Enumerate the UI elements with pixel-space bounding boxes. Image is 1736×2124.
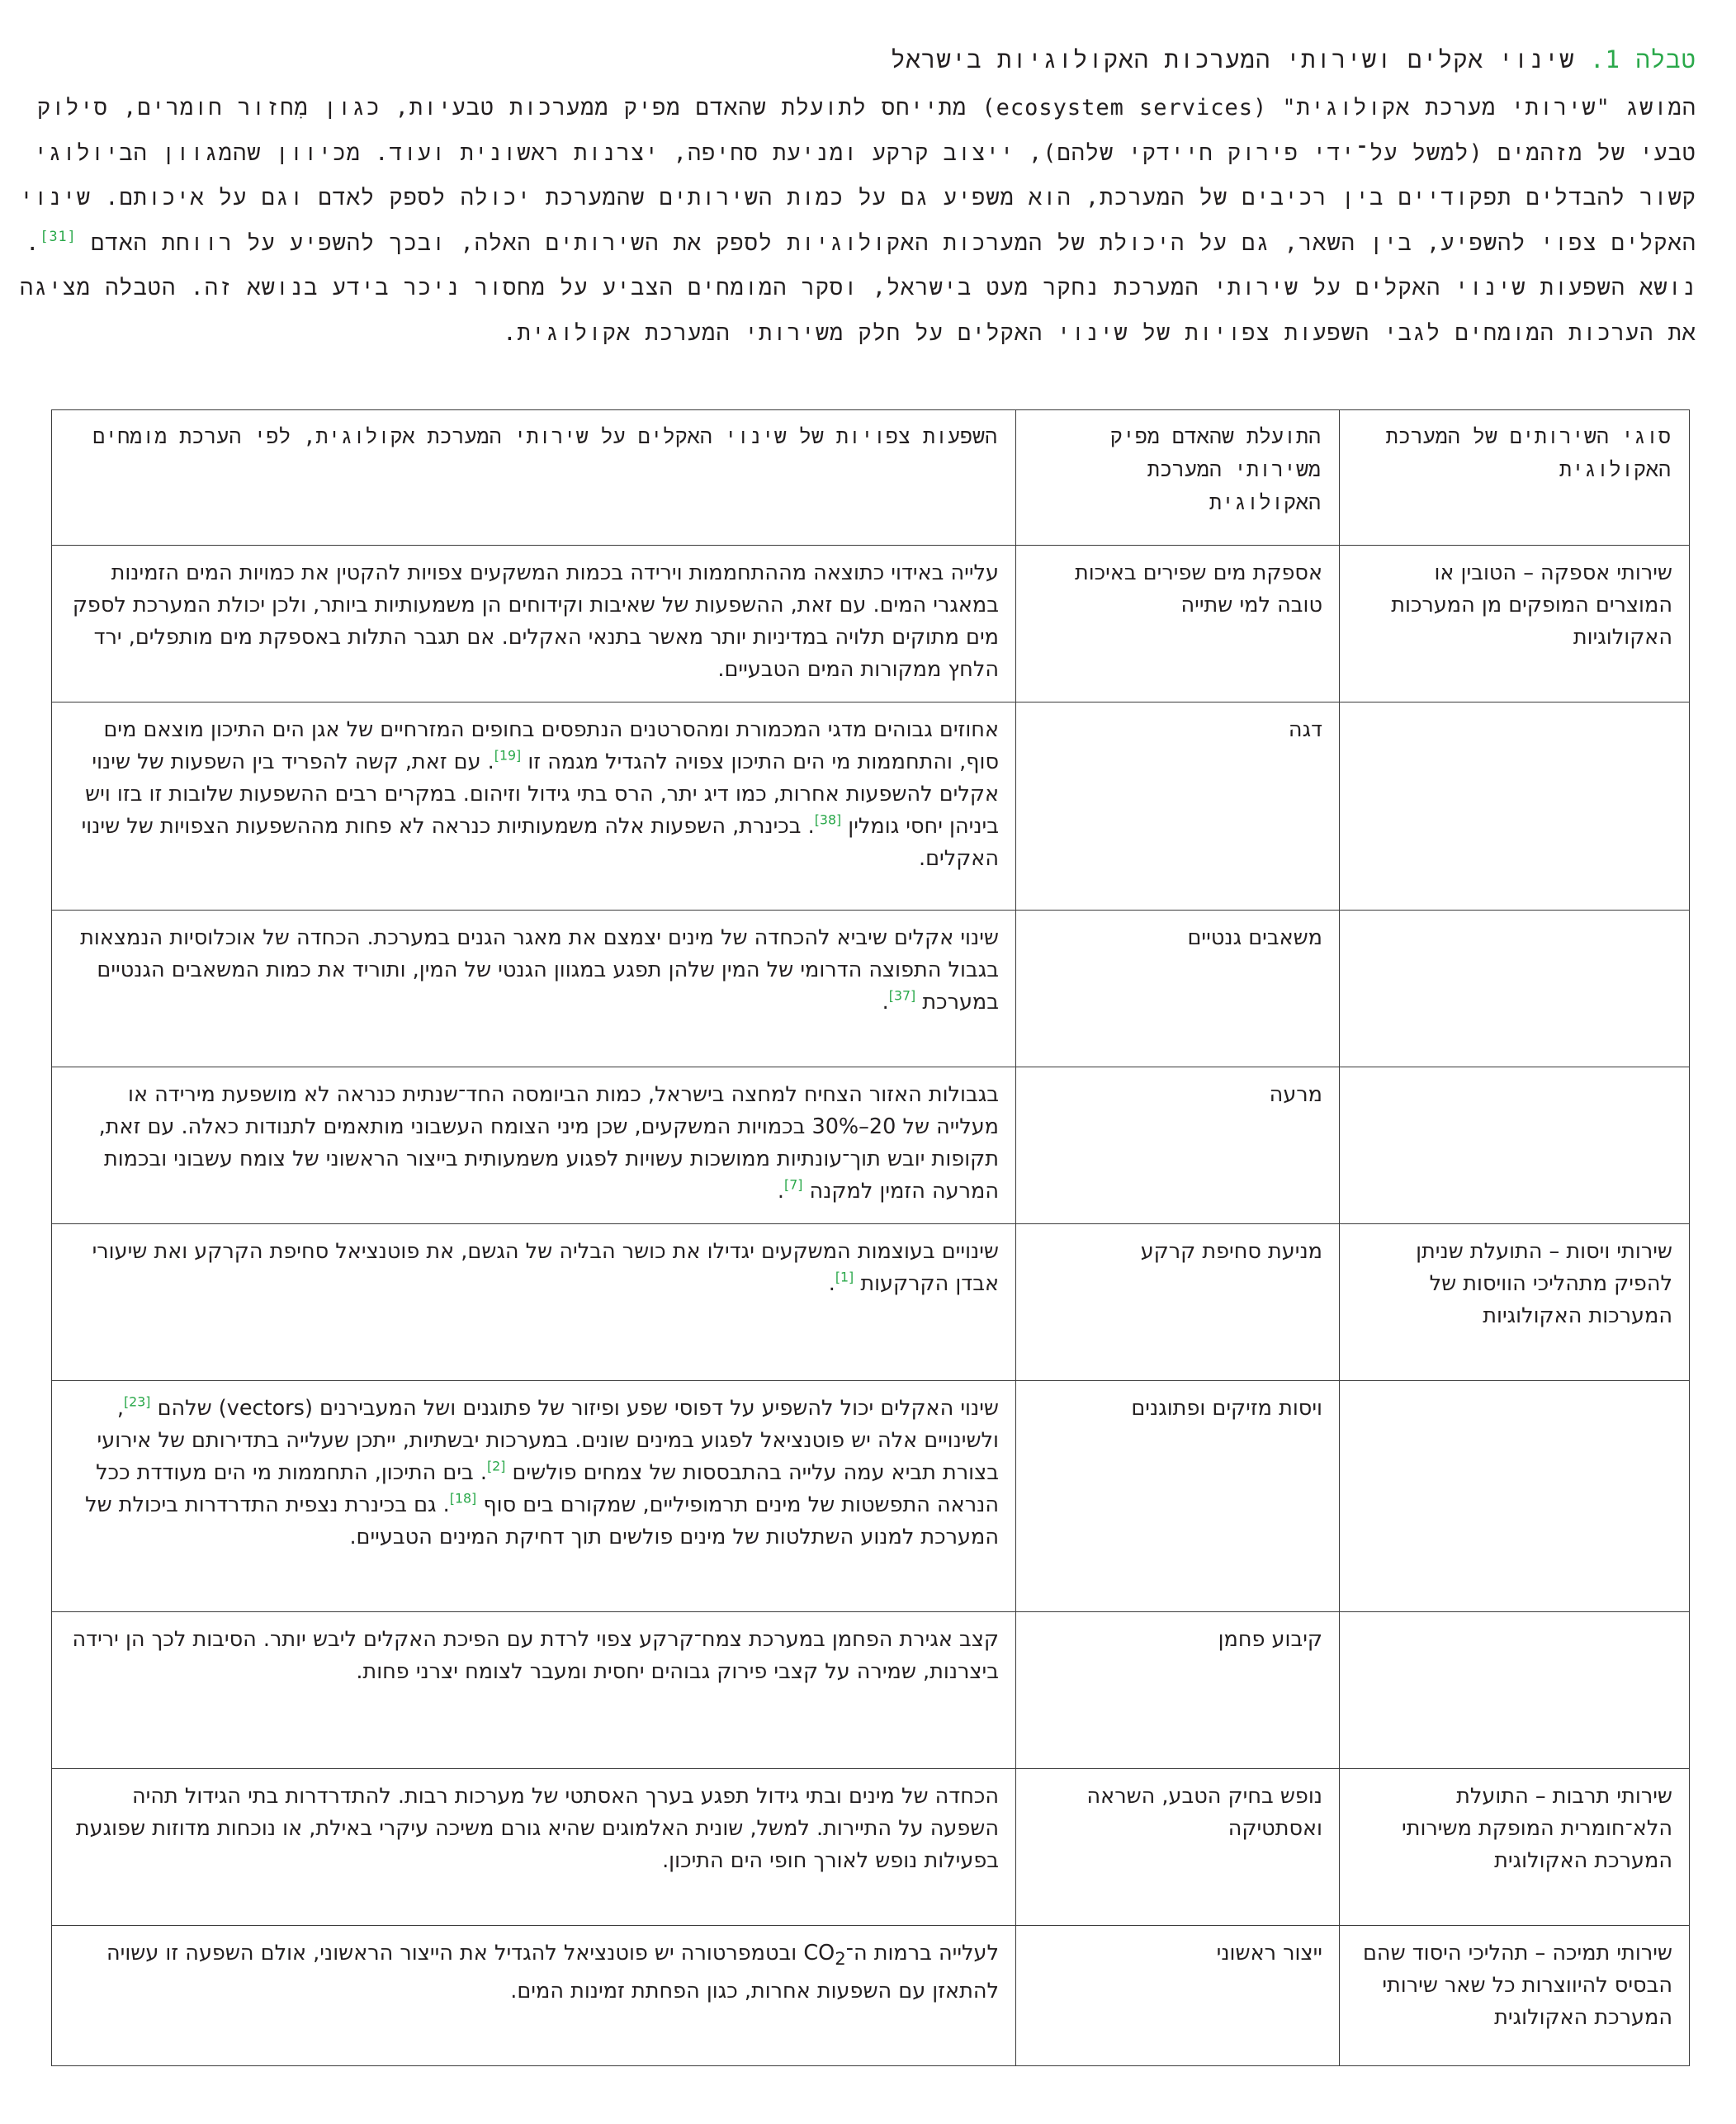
- table-row: [52, 702, 1690, 911]
- table-title-text: שינוי אקלים ושירותי המערכות האקולוגיות בישראל: [891, 45, 1590, 73]
- table-row: [52, 1926, 1690, 2066]
- header-service-type: סוגי השירותים של המערכת האקולוגית: [1340, 410, 1690, 546]
- category-cell: [1356, 911, 1672, 922]
- table-row: [52, 546, 1690, 702]
- intro-paragraph: [19, 86, 1696, 356]
- impact-cell: שינוי האקלים יכול להשפיע על דפוסי שפע ופיזור של פתוגנים ושל המעבירנים (vectors) שלהם [23], ולשינויים אלה יש פוטנציאל לפגוע במינים שונים. במערכות יבשתיות, ייתכן שעלייה בתדירותם של אירועי בצורת תביא עמה עלייה בהתבססות של צמחים פולשים [2]. בים התיכון, התחממות מי הים מעודדת ככל הנראה התפשטות של מינים תרמופיליים, שמקורם בים סוף [18]. גם בכינרת נצפית התדרדרות ביכולת של המערכת למנוע השתלטות של מינים פולשים תוך דחיקת המינים הטבעיים.: [85, 1393, 999, 1549]
- table-row: [52, 1381, 1690, 1612]
- intro-line: קשור להבדלים תפקודיים בין רכיבים של המערכת, הוא משפיע גם על כמות השירותים שהמערכת יכולה לספק לאדם וגם על איכותם. שינוי: [19, 185, 1696, 211]
- header-human-benefit: התועלת שהאדם מפיק משירותי המערכת האקולוגית: [1016, 410, 1340, 546]
- category-cell: [1356, 1612, 1672, 1624]
- impact-cell: בגבולות האזור הצחיח למחצה בישראל, כמות הביומסה החד־שנתית כנראה לא מושפעת מירידה או מעלייה של 20–30% בכמויות המשקעים, שכן מיני הצומח העשבוני מותאמים לתנודות כאלה. עם זאת, תקופות יובש תוך־עונתיות ממושכות עשויות לפגוע משמעותית בייצור הראשוני של צומח עשבוני ובכמות המרעה הזמין למקנה [7].: [98, 1082, 999, 1204]
- benefit-cell: מרעה: [1269, 1082, 1322, 1107]
- benefit-cell: משאבים גנטיים: [1187, 925, 1322, 950]
- benefit-cell: אספקת מים שפירים באיכות טובה למי שתייה: [1074, 561, 1322, 617]
- category-cell: [1356, 1381, 1672, 1393]
- co2-subscript: 2: [835, 1949, 846, 1970]
- ecosystem-services-table: [51, 409, 1690, 2066]
- table-row: [52, 1612, 1690, 1769]
- citation-ref[interactable]: [19]: [494, 747, 522, 764]
- category-cell: שירותי אספקה – הטובין או המוצרים המופקים מן המערכות האקולוגיות: [1391, 561, 1672, 650]
- citation-ref[interactable]: [31]: [40, 227, 77, 244]
- benefit-cell: ויסות מזיקים ופתוגנים: [1131, 1396, 1322, 1421]
- impact-cell: שינויים בעוצמות המשקעים יגדילו את כושר הבליה של הגשם, את פוטנציאל סחיפת הקרקע ואת שיעורי אבדן הקרקעות [1].: [92, 1239, 999, 1296]
- impact-cell: קצב אגירת הפחמן במערכת צמח־קרקע צפוי לרדת עם הפיכת האקלים ליבש יותר. הסיבות לכך הן ירידה ביצרנות, שמירה על קצבי פירוק גבוהים יחסית ומעבר לצומח יצרני פחות.: [72, 1627, 999, 1684]
- category-cell: שירותי תמיכה – תהליכי היסוד שהם הבסיס להיווצרות כל שאר שירותי המערכת האקולוגית: [1362, 1941, 1672, 2030]
- citation-ref[interactable]: [18]: [449, 1490, 477, 1507]
- intro-line-tail: .: [26, 229, 40, 256]
- header-expected-impacts: השפעות צפויות של שינוי האקלים על שירותי המערכת אקולוגית, לפי הערכת מומחים: [52, 410, 1016, 546]
- category-cell: [1356, 1067, 1672, 1079]
- impact-cell: עלייה באידוי כתוצאה מההתחממות וירידה בכמות המשקעים צפויות להקטין את כמויות המים הזמינות במאגרי המים. עם זאת, ההשפעות של שאיבות וקידוחים הן משמעותיות ביותר, ולכן יכולת המערכת לספק מים מתוקים תלויה במדיניות יותר מאשר בתנאי האקלים. אם תגבר התלות באספקת מים מותפלים, ירד הלחץ ממקורות המים הטבעיים.: [72, 561, 999, 682]
- category-cell: שירותי ויסות – התועלת שניתן להפיק מתהליכי הוויסות של המערכות האקולוגיות: [1416, 1239, 1672, 1328]
- table-row: [52, 1224, 1690, 1381]
- citation-ref[interactable]: [7]: [784, 1176, 803, 1193]
- table-number: טבלה 1.: [1589, 45, 1696, 73]
- impact-cell: שינוי אקלים שיביא להכחדה של מינים יצמצם את מאגר הגנים במערכת. הכחדה של אוכלוסיות הנמצאות בגבול התפוצה הדרומי של המין שלהן תפגע במגוון הגנטי של המין, ותוריד את כמות המשאבים הגנטיים במערכת [37].: [80, 925, 999, 1015]
- category-cell: [1356, 702, 1672, 714]
- table-row: [52, 1067, 1690, 1224]
- impact-cell: אחוזים גבוהים מדגי המכמורת ומהסרטנים הנתפסים בחופים המזרחיים של אגן הים התיכון מוצאם מים סוף, והתחממות מי הים התיכון צפויה להגדיל מגמה זו [19]. עם זאת, קשה להפריד בין השפעות של שינוי אקלים להשפעות אחרות, כמו דיג יתר, הרס בתי גידול וזיהום. במקרים רבים ההשפעות שלובות זו בזו ויש ביניהן יחסי גומלין [38]. בכינרת, השפעות אלה משמעותיות כנראה לא פחות מההשפעות הצפויות של שינוי האקלים.: [81, 717, 999, 871]
- intro-line: נושא השפעות שינוי האקלים על שירותי המערכת נחקר מעט בישראל, וסקר המומחים הצביע על מחסור ניכר בידע בנושא זה. הטבלה מציגה: [19, 275, 1696, 300]
- table-row: [52, 911, 1690, 1067]
- intro-line: טבעי של מזהמים (למשל על־ידי פירוק חיידקי שלהם), ייצוב קרקע ומניעת סחיפה, יצרנות ראשונית ועוד. מכיוון שהמגוון הביולוגי: [34, 140, 1696, 166]
- citation-ref[interactable]: [23]: [124, 1393, 151, 1410]
- citation-ref[interactable]: [37]: [888, 987, 916, 1004]
- benefit-cell: קיבוע פחמן: [1218, 1627, 1322, 1652]
- citation-ref[interactable]: [1]: [835, 1269, 854, 1285]
- impact-cell: לעלייה ברמות $ה־CO_2$ ובטמפרטורה יש פוטנציאל להגדיל את הייצור הראשוני, אולם השפעה זו עשויה להתאזן עם השפעות אחרות, כגון הפחתת זמינות המים.: [106, 1941, 999, 2004]
- benefit-cell: ייצור ראשוני: [1216, 1941, 1322, 1966]
- category-cell: שירותי תרבות – התועלת הלא־חומרית המופקת משירותי המערכת האקולוגית: [1402, 1784, 1672, 1873]
- impact-cell: הכחדה של מינים ובתי גידול תפגע בערך האסתטי של מערכות רבות. להתדרדרות בתי הגידול תהיה השפעה על התיירות. למשל, שונית האלמוגים שהיא גורם משיכה עיקרי באילת, או נוכחות מדוזות שפוגעת בפעילות נופש לאורך חופי הים התיכון.: [75, 1784, 999, 1873]
- citation-ref[interactable]: [2]: [487, 1458, 506, 1474]
- benefit-cell: דגה: [1288, 717, 1322, 742]
- table-row: [52, 1769, 1690, 1926]
- table-title: [37, 41, 1696, 78]
- intro-line-text: האקלים צפוי להשפיע, בין השאר, גם על היכולת של המערכות האקולוגיות לספק את השירותים האלה, ובכך להשפיע על רווחת האדם: [90, 229, 1696, 256]
- benefit-cell: נופש בחיק הטבע, השראה ואסתטיקה: [1086, 1784, 1322, 1841]
- intro-line: המושג "שירותי מערכת אקולוגית" (ecosystem services) מתייחס לתועלת שהאדם מפיק ממערכות טבעיות, כגון מִחזור חומרים, סילוק: [37, 95, 1696, 121]
- intro-line: את הערכות המומחים לגבי השפעות צפויות של שינוי האקלים על חלק משירותי המערכת אקולוגית.: [503, 319, 1696, 346]
- intro-line: [26, 221, 1696, 267]
- citation-ref[interactable]: [38]: [814, 811, 842, 828]
- benefit-cell: מניעת סחיפת קרקע: [1140, 1239, 1322, 1264]
- table-header-row: [52, 410, 1690, 546]
